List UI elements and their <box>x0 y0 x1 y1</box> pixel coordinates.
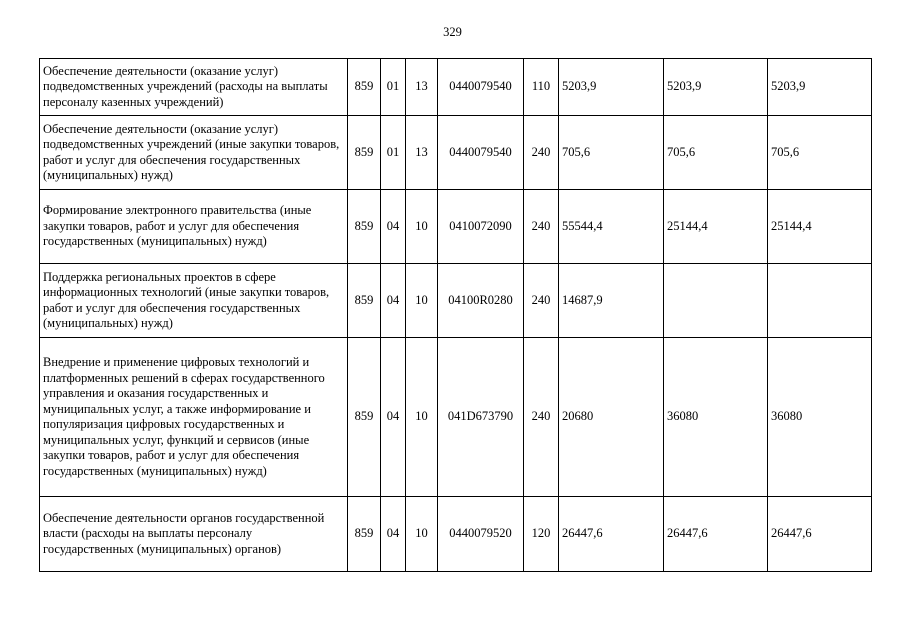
row-description: Внедрение и применение цифровых технологий и платформенных решений в сферах государственного управления и оказания государственных и муниципальных услуг, а также информирование и популяризация цифровых государственных и муниципальных услуг, функций и сервисов (иные закупки товаров, работ и услуг для обеспечения государственных (муниципальных) нужд) <box>40 338 348 497</box>
section-code: 01 <box>381 59 406 116</box>
section-code: 01 <box>381 116 406 190</box>
table-row <box>40 497 872 572</box>
amount-year-3 <box>768 264 872 338</box>
target-article-code: 041D673790 <box>438 338 524 497</box>
expense-type-code: 240 <box>524 116 559 190</box>
subsection-code: 13 <box>406 116 438 190</box>
amount-year-2: 5203,9 <box>664 59 768 116</box>
ministry-code: 859 <box>348 338 381 497</box>
amount-year-3: 5203,9 <box>768 59 872 116</box>
expense-type-code: 110 <box>524 59 559 116</box>
table-row <box>40 59 872 116</box>
amount-year-1: 55544,4 <box>559 190 664 264</box>
ministry-code: 859 <box>348 116 381 190</box>
row-description: Обеспечение деятельности (оказание услуг) подведомственных учреждений (расходы на выплаты персоналу казенных учреждений) <box>40 59 348 116</box>
amount-year-3: 705,6 <box>768 116 872 190</box>
amount-year-2: 705,6 <box>664 116 768 190</box>
row-description: Поддержка региональных проектов в сфере информационных технологий (иные закупки товаров, работ и услуг для обеспечения государственных (муниципальных) нужд) <box>40 264 348 338</box>
amount-year-1: 20680 <box>559 338 664 497</box>
row-description: Обеспечение деятельности (оказание услуг) подведомственных учреждений (иные закупки товаров, работ и услуг для обеспечения государственных (муниципальных) нужд) <box>40 116 348 190</box>
subsection-code: 10 <box>406 497 438 572</box>
amount-year-1: 26447,6 <box>559 497 664 572</box>
ministry-code: 859 <box>348 264 381 338</box>
amount-year-2: 26447,6 <box>664 497 768 572</box>
table-row <box>40 338 872 497</box>
expense-type-code: 120 <box>524 497 559 572</box>
target-article-code: 0440079540 <box>438 116 524 190</box>
ministry-code: 859 <box>348 190 381 264</box>
amount-year-3: 36080 <box>768 338 872 497</box>
expense-type-code: 240 <box>524 338 559 497</box>
amount-year-2 <box>664 264 768 338</box>
ministry-code: 859 <box>348 497 381 572</box>
subsection-code: 10 <box>406 264 438 338</box>
section-code: 04 <box>381 497 406 572</box>
subsection-code: 10 <box>406 190 438 264</box>
amount-year-2: 25144,4 <box>664 190 768 264</box>
target-article-code: 0410072090 <box>438 190 524 264</box>
budget-table <box>39 58 872 572</box>
section-code: 04 <box>381 338 406 497</box>
amount-year-1: 705,6 <box>559 116 664 190</box>
subsection-code: 10 <box>406 338 438 497</box>
table-row <box>40 264 872 338</box>
subsection-code: 13 <box>406 59 438 116</box>
amount-year-3: 25144,4 <box>768 190 872 264</box>
expense-type-code: 240 <box>524 264 559 338</box>
target-article-code: 04100R0280 <box>438 264 524 338</box>
table-row <box>40 190 872 264</box>
row-description: Обеспечение деятельности органов государственной власти (расходы на выплаты персоналу государственных (муниципальных) органов) <box>40 497 348 572</box>
page-number: 329 <box>443 25 462 39</box>
ministry-code: 859 <box>348 59 381 116</box>
section-code: 04 <box>381 190 406 264</box>
table-row <box>40 116 872 190</box>
amount-year-1: 5203,9 <box>559 59 664 116</box>
amount-year-2: 36080 <box>664 338 768 497</box>
section-code: 04 <box>381 264 406 338</box>
target-article-code: 0440079520 <box>438 497 524 572</box>
amount-year-3: 26447,6 <box>768 497 872 572</box>
amount-year-1: 14687,9 <box>559 264 664 338</box>
target-article-code: 0440079540 <box>438 59 524 116</box>
row-description: Формирование электронного правительства (иные закупки товаров, работ и услуг для обеспечения государственных (муниципальных) нужд) <box>40 190 348 264</box>
expense-type-code: 240 <box>524 190 559 264</box>
